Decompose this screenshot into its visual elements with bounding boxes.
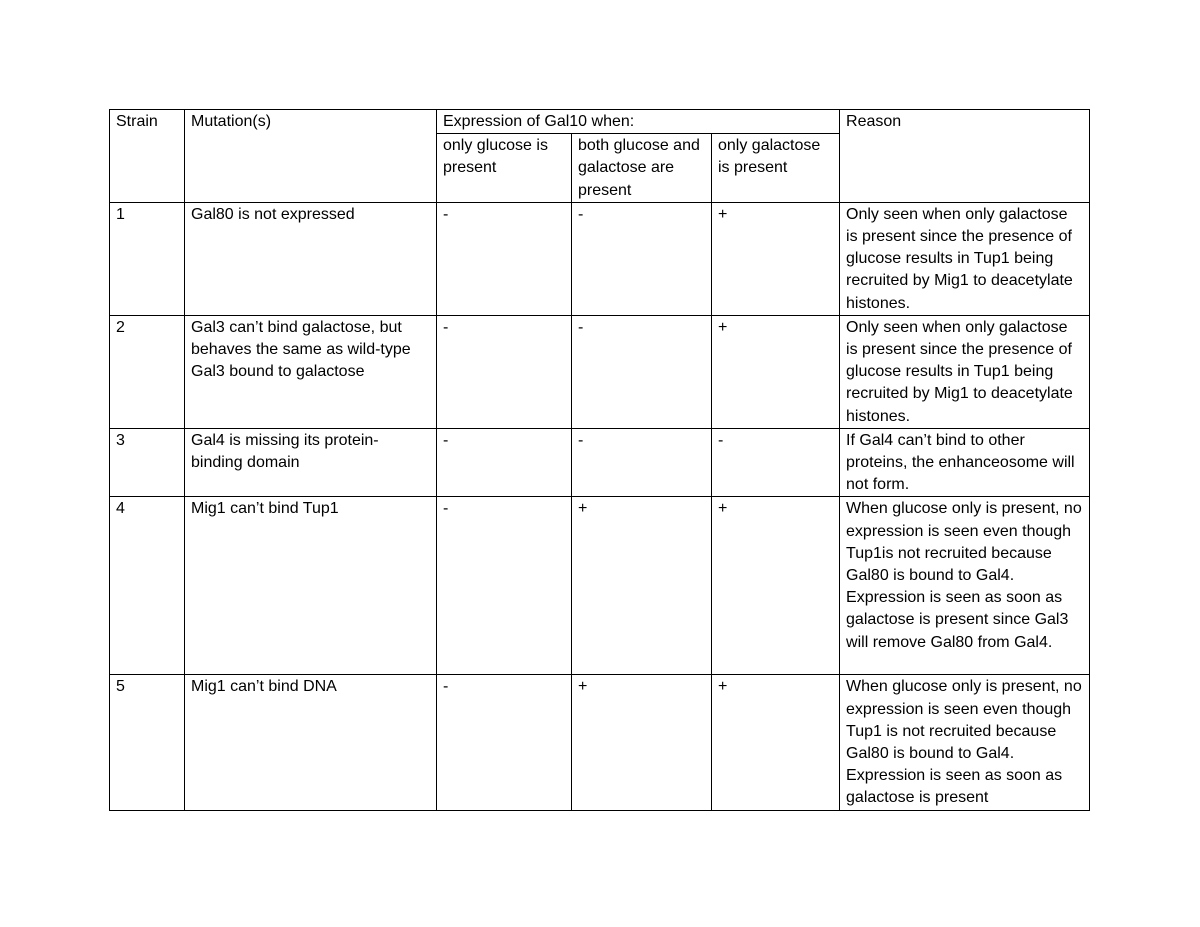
mutation-cell: Mig1 can’t bind DNA	[185, 675, 437, 810]
only-glucose-cell: -	[437, 428, 572, 497]
header-only-galactose: only galactose is present	[712, 134, 840, 203]
only-glucose-cell: -	[437, 497, 572, 675]
only-galactose-cell: -	[712, 428, 840, 497]
only-glucose-cell: -	[437, 315, 572, 428]
header-reason: Reason	[840, 110, 1090, 203]
header-strain: Strain	[110, 110, 185, 203]
both-sugars-cell: -	[572, 315, 712, 428]
header-both-sugars: both glucose and galactose are present	[572, 134, 712, 203]
table-row	[110, 202, 1090, 315]
both-sugars-cell: +	[572, 497, 712, 675]
table-row	[110, 315, 1090, 428]
both-sugars-cell: -	[572, 428, 712, 497]
reason-cell: When glucose only is present, no expression is seen even though Tup1 is not recruited because Gal80 is bound to Gal4. Expression is seen as soon as galactose is present	[840, 675, 1090, 810]
strain-cell: 4	[110, 497, 185, 675]
strain-cell: 2	[110, 315, 185, 428]
only-glucose-cell: -	[437, 675, 572, 810]
mutation-cell: Gal80 is not expressed	[185, 202, 437, 315]
mutation-cell: Gal3 can’t bind galactose, but behaves the same as wild-type Gal3 bound to galactose	[185, 315, 437, 428]
both-sugars-cell: +	[572, 675, 712, 810]
only-galactose-cell: +	[712, 315, 840, 428]
header-mutations: Mutation(s)	[185, 110, 437, 203]
table-row	[110, 675, 1090, 810]
reason-cell: Only seen when only galactose is present since the presence of glucose results in Tup1 being recruited by Mig1 to deacetylate histones.	[840, 315, 1090, 428]
strain-cell: 5	[110, 675, 185, 810]
header-expression-group: Expression of Gal10 when:	[437, 110, 840, 134]
both-sugars-cell: -	[572, 202, 712, 315]
mutation-expression-table	[109, 109, 1090, 811]
mutation-cell: Gal4 is missing its protein-binding domain	[185, 428, 437, 497]
table-row	[110, 428, 1090, 497]
reason-cell: If Gal4 can’t bind to other proteins, the enhanceosome will not form.	[840, 428, 1090, 497]
only-galactose-cell: +	[712, 202, 840, 315]
reason-cell: When glucose only is present, no expression is seen even though Tup1is not recruited because Gal80 is bound to Gal4. Expression is seen as soon as galactose is present since Gal3 will remove Gal80 from Gal4.	[840, 497, 1090, 675]
only-galactose-cell: +	[712, 497, 840, 675]
strain-cell: 3	[110, 428, 185, 497]
mutation-cell: Mig1 can’t bind Tup1	[185, 497, 437, 675]
reason-cell: Only seen when only galactose is present since the presence of glucose results in Tup1 being recruited by Mig1 to deacetylate histones.	[840, 202, 1090, 315]
table-row	[110, 497, 1090, 675]
only-glucose-cell: -	[437, 202, 572, 315]
header-row	[110, 110, 1090, 134]
header-only-glucose: only glucose is present	[437, 134, 572, 203]
only-galactose-cell: +	[712, 675, 840, 810]
strain-cell: 1	[110, 202, 185, 315]
